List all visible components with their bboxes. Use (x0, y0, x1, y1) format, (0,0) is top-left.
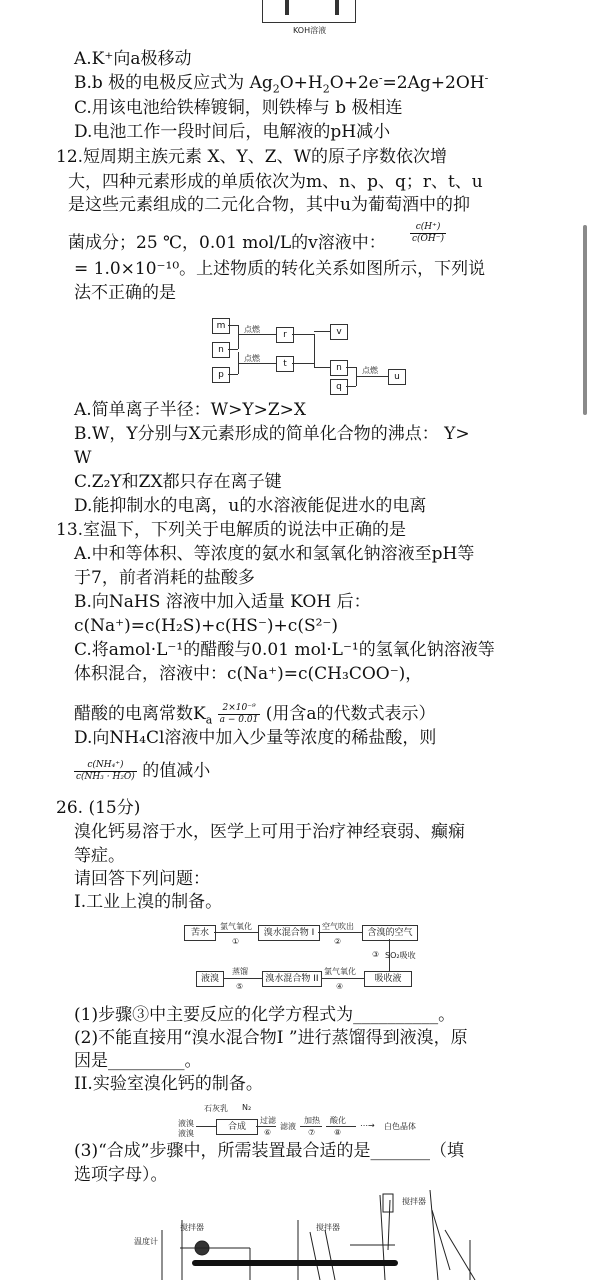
flow2-input-2: 液溴 (178, 1129, 194, 1138)
q11-option-c: C.用该电池给铁棒镀铜，则铁棒与 b 极相连 (74, 98, 403, 118)
node-n2: n (330, 360, 348, 376)
q26-part-1: I.工业上溴的制备。 (74, 892, 223, 912)
flow1-step-3-num: ③ (372, 950, 380, 959)
flow2-n2: N₂ (242, 1103, 252, 1112)
flow1-step-4-num: ④ (336, 982, 344, 991)
flow2-filtrate: 滤液 (280, 1122, 296, 1131)
flow2-synthesis-box: 合成 (216, 1119, 258, 1135)
node-p: p (212, 367, 230, 383)
q12-line-1: 12.短周期主族元素 X、Y、Z、W的原子序数依次增 (56, 147, 448, 167)
flow2-lime-milk: 石灰乳 (204, 1104, 228, 1113)
flow1-box-1: 苦水 (184, 925, 216, 941)
q26-heading: 26. (15分) (56, 798, 141, 818)
scrollbar[interactable] (583, 225, 587, 415)
stirrer-label-3: 搅拌器 (402, 1197, 426, 1206)
flow2-acidify-num: ⑧ (334, 1128, 342, 1137)
q12-option-d: D.能抑制水的电离，u的水溶液能促进水的电离 (74, 496, 427, 516)
flow2-filter-num: ⑥ (264, 1128, 272, 1137)
flow2-heat: 加热 (304, 1116, 320, 1125)
node-q: q (330, 379, 348, 395)
stirrer-label-1: 搅拌器 (180, 1223, 204, 1232)
q12-ratio: $\frac{c(H^+)}{c(OH^-)}$ (412, 222, 445, 244)
ignite-label-3: 点燃 (362, 366, 378, 375)
q26-question-1: (1)步骤③中主要反应的化学方程式为__________。 (74, 1005, 456, 1025)
flow2-ellipsis-arrow: ⋯→ (360, 1121, 375, 1130)
q26-line-1: 溴化钙易溶于水，医学上可用于治疗神经衰弱、癫痫 (74, 822, 465, 842)
flow1-step-5-num: ⑤ (236, 982, 244, 991)
flow1-step-2: 空气吹出 (322, 922, 354, 931)
q11-option-b: B.b 极的电极反应式为 $Ag_2O+H_2O+2e^-=2Ag+2OH^-$ (74, 71, 489, 96)
flow1-box-4: 吸收液 (364, 971, 412, 987)
flow1-step-2-num: ② (334, 937, 342, 946)
q13-option-c-1: C.将amol·L⁻¹的醋酸与0.01 mol·L⁻¹的氢氧化钠溶液等 (74, 640, 495, 660)
q13-option-d-2: $\frac{\text{c(NH₄⁺)}}{\text{c(NH₃ · H₂O)}}$ 的值减小 (76, 760, 211, 782)
flow1-step-1-num: ① (232, 937, 240, 946)
q13-option-b-2: c(Na⁺)=c(H₂S)+c(HS⁻)+c(S²⁻) (74, 616, 339, 636)
q12-line-4: 菌成分；25 ℃，0.01 mol/L的v溶液中： (68, 233, 386, 253)
node-u: u (388, 369, 406, 385)
home-indicator[interactable] (192, 1260, 398, 1266)
q13-option-b-1: B.向NaHS 溶液中加入适量 KOH 后： (74, 592, 371, 612)
q26-line-2: 等症。 (74, 846, 125, 866)
q13-option-c-3: 醋酸的电离常数$K_a$ $\frac{\text{2×10⁻⁹}}{a - 0.01}$ (用含a的代数式表示） (74, 703, 436, 727)
q26-question-2b: 因是_________。 (74, 1051, 202, 1071)
q12-option-b-2: W (74, 448, 92, 468)
q26-question-3b: 选项字母）。 (74, 1165, 168, 1185)
node-t: t (276, 356, 294, 372)
flow1-box-3: 含溴的空气 (362, 925, 418, 941)
node-v: v (330, 324, 348, 340)
q13-option-a-2: 于7，前者消耗的盐酸多 (74, 568, 255, 588)
flow2-heat-num: ⑦ (308, 1128, 316, 1137)
q11-option-d: D.电池工作一段时间后，电解液的pH减小 (74, 122, 391, 142)
ignite-label-2: 点燃 (244, 354, 260, 363)
q12-line-6: 法不正确的是 (74, 283, 176, 303)
electrode-b (335, 0, 339, 15)
q26-question-3a: (3)“合成”步骤中，所需装置最合适的是_______（填 (74, 1141, 464, 1161)
q26-question-2a: (2)不能直接用“溴水混合物I ”进行蒸馏得到液溴，原 (74, 1028, 468, 1048)
node-m: m (212, 318, 230, 334)
q13-option-c-2: 体积混合，溶液中：c(Na⁺)=c(CH₃COO⁻)， (74, 664, 423, 684)
node-n: n (212, 342, 230, 358)
q12-option-b-1: B.W，Y分别与X元素形成的简单化合物的沸点： Y> (74, 424, 470, 444)
q13-option-d-1: D.向NH₄Cl溶液中加入少量等浓度的稀盐酸，则 (74, 728, 437, 748)
stirrer-label-2: 搅拌器 (316, 1223, 340, 1232)
q13-option-a-1: A.中和等体积、等浓度的氨水和氢氧化钠溶液至pH等 (74, 544, 475, 564)
flow2-filter: 过滤 (260, 1116, 276, 1125)
q13-stem: 13.室温下，下列关于电解质的说法中正确的是 (56, 520, 407, 540)
battery-figure (262, 0, 356, 23)
flow1-box-6: 液溴 (196, 971, 224, 987)
flow2-white-crystal: 白色晶体 (384, 1122, 416, 1131)
figure-caption: KOH溶液 (293, 26, 327, 35)
q26-part-2: II.实验室溴化钙的制备。 (74, 1074, 263, 1094)
q12-line-3: 是这些元素组成的二元化合物，其中u为葡萄酒中的抑 (68, 195, 470, 215)
q12-line-2: 大，四种元素形成的单质依次为m、n、p、q；r、t、u (68, 172, 483, 192)
flow1-step-5: 蒸馏 (232, 967, 248, 976)
flow1-step-4: 氯气氧化 (324, 967, 356, 976)
electrode-a (285, 0, 289, 15)
node-r: r (276, 327, 294, 343)
q26-line-3: 请回答下列问题： (74, 869, 210, 889)
thermometer-label: 温度计 (134, 1237, 158, 1246)
apparatus-drawing (120, 1190, 500, 1280)
q12-option-c: C.Z₂Y和ZX都只存在离子键 (74, 472, 282, 492)
flow1-step-1: 氯气氧化 (220, 922, 252, 931)
flow2-acidify: 酸化 (330, 1116, 346, 1125)
ignite-label-1: 点燃 (244, 325, 260, 334)
flow2-input-1: 液溴 (178, 1119, 194, 1128)
q12-line-5: = 1.0×10⁻¹⁰。上述物质的转化关系如图所示，下列说 (74, 259, 486, 279)
flow1-box-5: 溴水混合物 II (262, 971, 322, 987)
q12-option-a: A.简单离子半径：W>Y>Z>X (74, 400, 307, 420)
flow1-box-2: 溴水混合物 I (258, 925, 320, 941)
q11-option-a: A.K⁺向a极移动 (74, 49, 192, 69)
flow1-step-3: SO₂吸收 (385, 951, 416, 960)
